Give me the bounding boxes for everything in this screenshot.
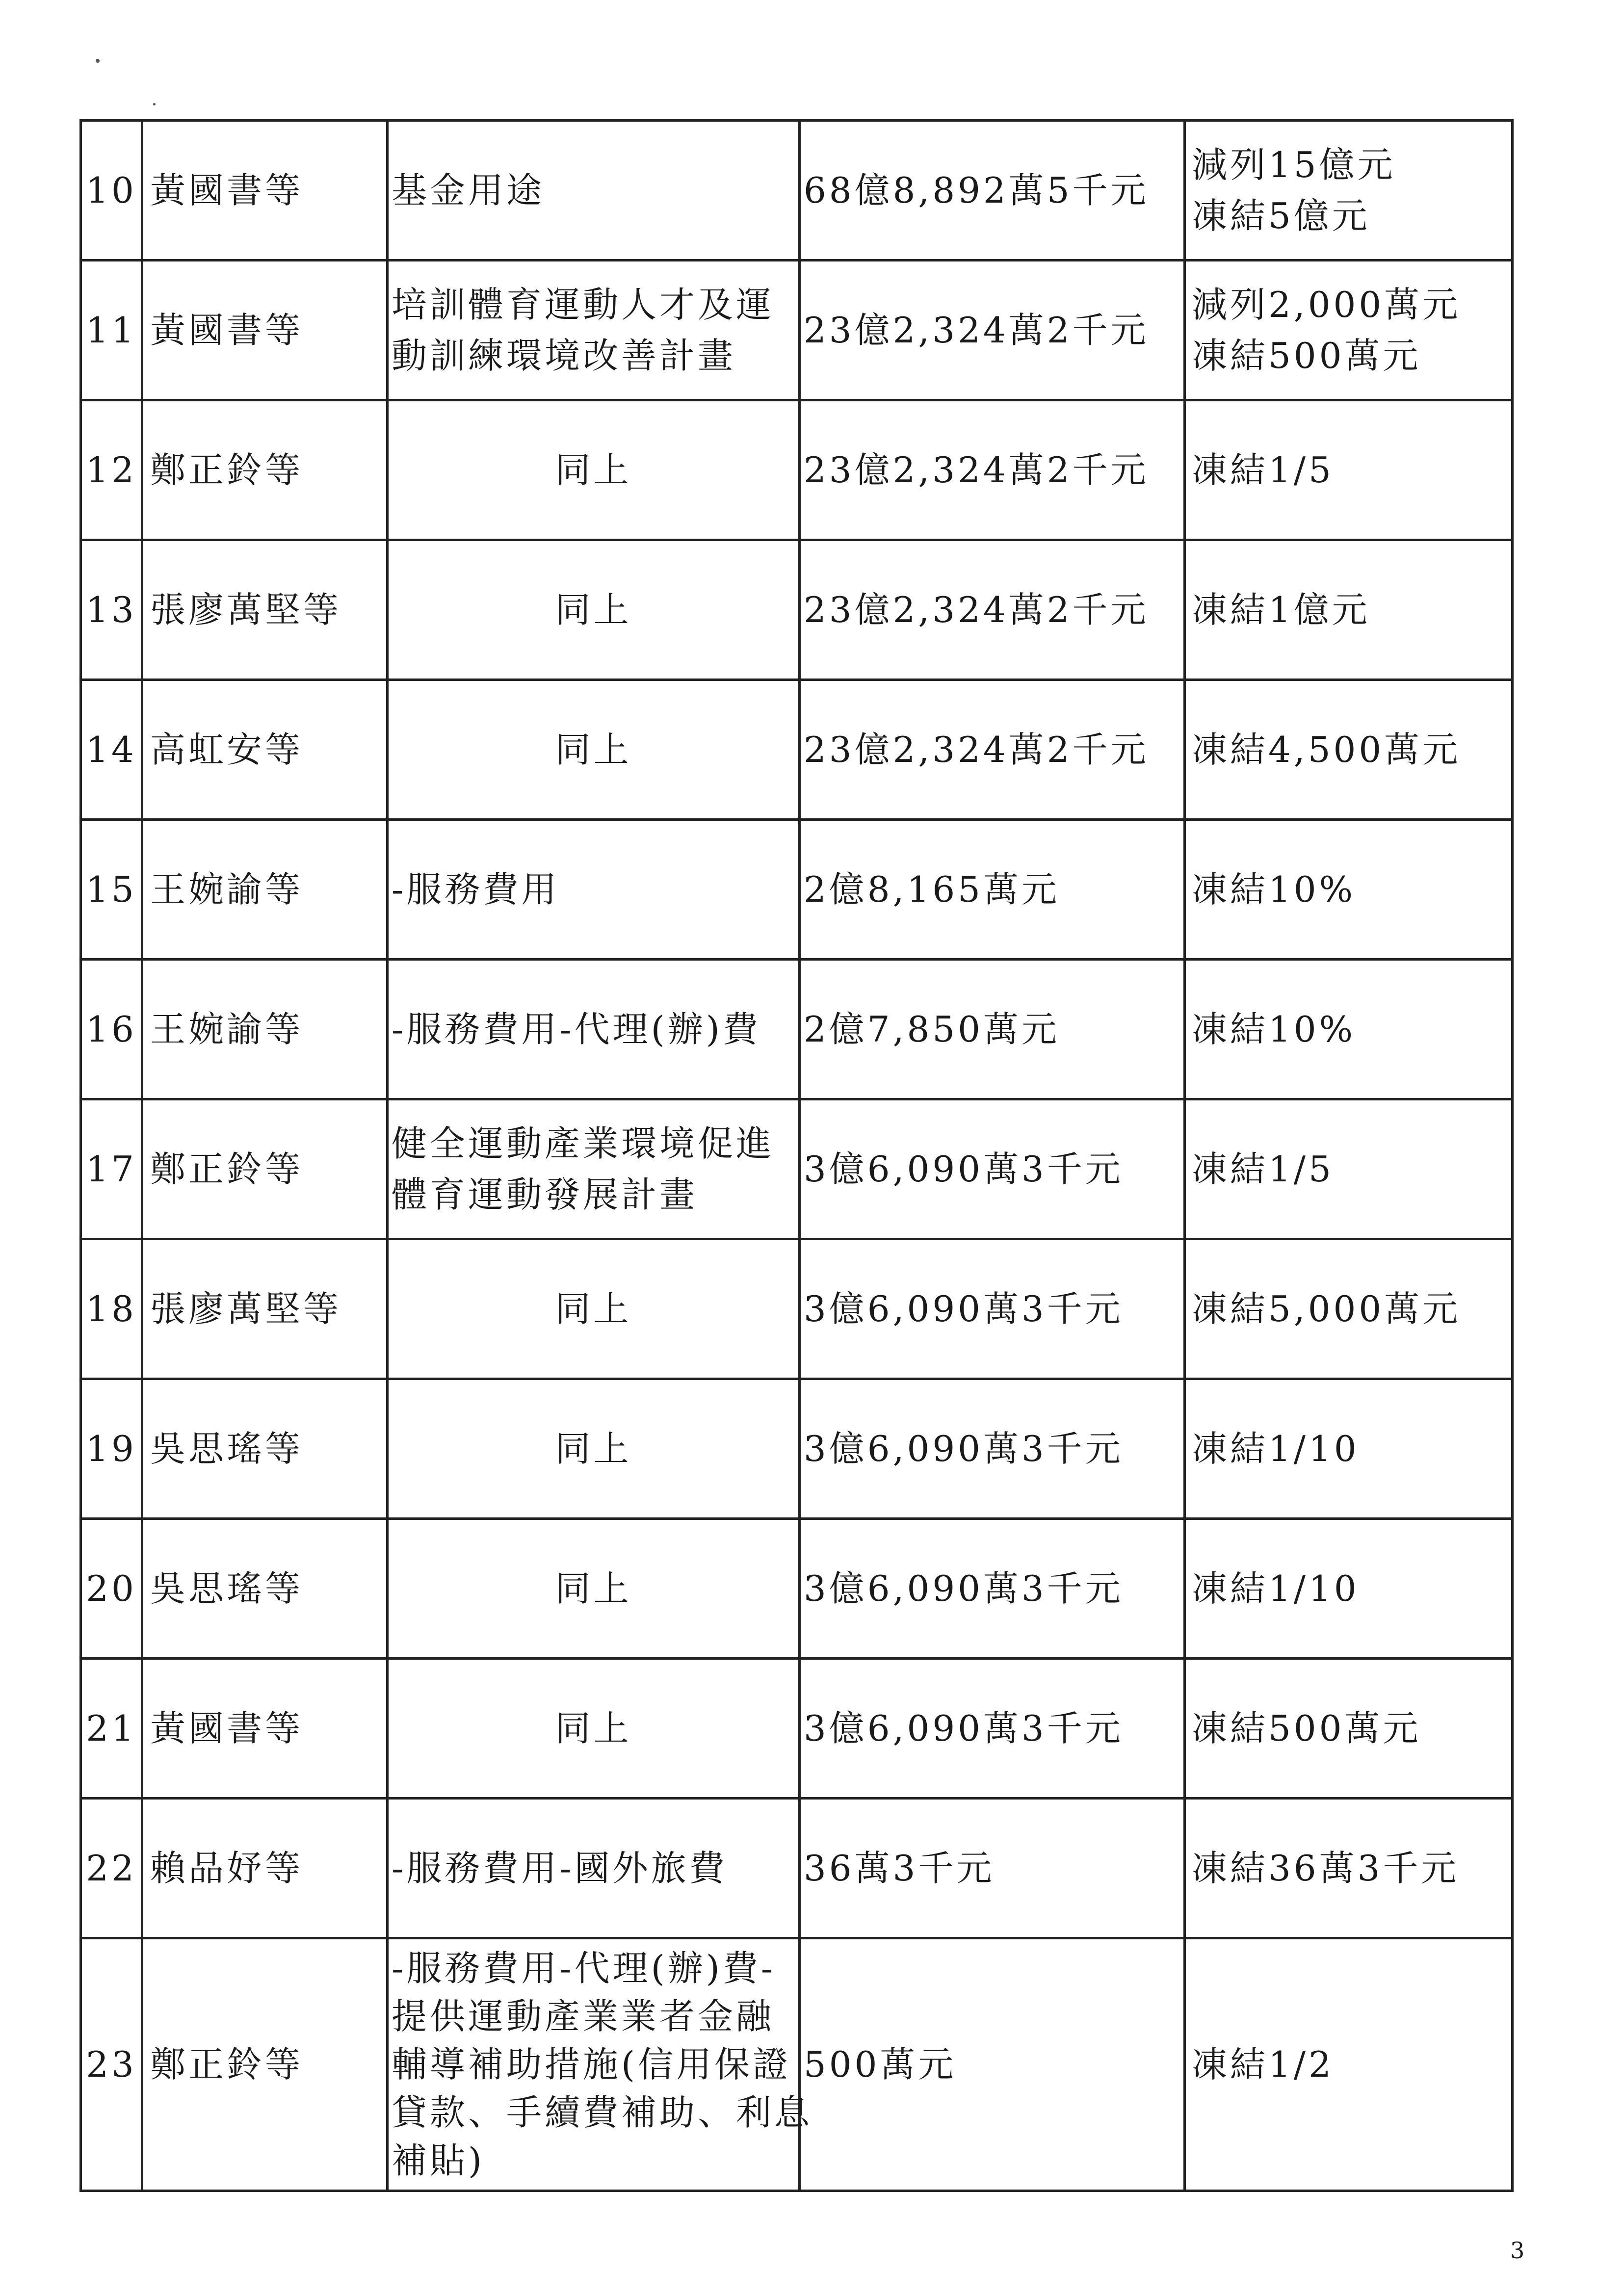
proposer-cell: 黃國書等	[142, 1659, 388, 1799]
table-row	[81, 400, 1513, 540]
budget-item-cell	[388, 820, 800, 960]
amount-cell: 3億6,090萬3千元	[800, 1379, 1185, 1519]
amount-cell: 3億6,090萬3千元	[800, 1659, 1185, 1799]
budget-item-cell	[388, 540, 800, 680]
cell-text-line: 動訓練環境改善計畫	[392, 335, 736, 376]
amount-cell: 2億8,165萬元	[800, 820, 1185, 960]
cell-text-line: 凍結10%	[1192, 869, 1356, 910]
table-row	[81, 540, 1513, 680]
row-number-cell: 13	[81, 540, 142, 680]
proposer-cell: 黃國書等	[142, 261, 388, 400]
action-cell	[1185, 1099, 1513, 1239]
cell-text-line: 凍結5,000萬元	[1192, 1288, 1461, 1330]
row-number-cell: 12	[81, 400, 142, 540]
budget-item-cell	[388, 1799, 800, 1938]
scan-speck	[153, 103, 156, 105]
amount-cell: 2億7,850萬元	[800, 960, 1185, 1099]
cell-text-line: 同上	[555, 1428, 632, 1469]
cell-text-line: 貸款、手續費補助、利息	[392, 2092, 813, 2133]
budget-item-cell	[388, 1659, 800, 1799]
proposer-cell: 鄭正鈴等	[142, 1099, 388, 1239]
cell-text-line: 凍結1/10	[1192, 1568, 1360, 1609]
cell-text-line: 凍結1/2	[1192, 2044, 1334, 2085]
cell-text-line: 補貼)	[392, 2140, 485, 2181]
budget-item-cell	[388, 1519, 800, 1659]
cell-text-line: 凍結4,500萬元	[1192, 729, 1461, 770]
action-cell	[1185, 261, 1513, 400]
cell-text-line: 凍結1/5	[1192, 449, 1334, 491]
action-cell	[1185, 1519, 1513, 1659]
amount-cell: 36萬3千元	[800, 1799, 1185, 1938]
cell-text-line: 減列2,000萬元	[1192, 284, 1461, 325]
page-number: 3	[1510, 2237, 1525, 2264]
cell-text-line: 凍結5億元	[1192, 195, 1370, 236]
cell-text-line: 健全運動產業環境促進	[392, 1123, 775, 1164]
amount-cell: 23億2,324萬2千元	[800, 261, 1185, 400]
cell-text-line: 基金用途	[392, 170, 545, 211]
amount-cell: 3億6,090萬3千元	[800, 1519, 1185, 1659]
budget-item-cell	[388, 400, 800, 540]
amount-cell: 3億6,090萬3千元	[800, 1099, 1185, 1239]
cell-text-line: 體育運動發展計畫	[392, 1174, 698, 1215]
action-cell	[1185, 540, 1513, 680]
cell-text-line: 同上	[555, 729, 632, 770]
amount-cell: 23億2,324萬2千元	[800, 540, 1185, 680]
budget-item-cell	[388, 261, 800, 400]
amount-cell: 500萬元	[800, 1938, 1185, 2191]
table-row	[81, 1799, 1513, 1938]
proposer-cell: 張廖萬堅等	[142, 1239, 388, 1379]
proposer-cell: 吳思瑤等	[142, 1519, 388, 1659]
proposer-cell: 鄭正鈴等	[142, 1938, 388, 2191]
proposer-cell: 黃國書等	[142, 121, 388, 261]
cell-text-line: 同上	[555, 1288, 632, 1330]
budget-item-cell	[388, 1099, 800, 1239]
cell-text-line: -服務費用-代理(辦)費	[392, 1009, 761, 1050]
cell-text-line: 同上	[555, 449, 632, 491]
table-row	[81, 261, 1513, 400]
budget-item-cell	[388, 1239, 800, 1379]
budget-motion-table	[79, 119, 1514, 2192]
row-number-cell: 21	[81, 1659, 142, 1799]
row-number-cell: 16	[81, 960, 142, 1099]
row-number-cell: 10	[81, 121, 142, 261]
action-cell	[1185, 400, 1513, 540]
table-row	[81, 1379, 1513, 1519]
action-cell	[1185, 121, 1513, 261]
budget-item-cell	[388, 1379, 800, 1519]
cell-text-line: 同上	[555, 1568, 632, 1609]
row-number-cell: 11	[81, 261, 142, 400]
cell-text-line: 同上	[555, 589, 632, 630]
table-row	[81, 1519, 1513, 1659]
row-number-cell: 23	[81, 1938, 142, 2191]
cell-text-line: -服務費用-代理(辦)費-	[392, 1948, 776, 1989]
cell-text-line: 輔導補助措施(信用保證	[392, 2044, 791, 2085]
amount-cell: 23億2,324萬2千元	[800, 680, 1185, 820]
table-row	[81, 1659, 1513, 1799]
cell-text-line: 提供運動產業業者金融	[392, 1996, 775, 2037]
action-cell	[1185, 1799, 1513, 1938]
cell-text-line: 凍結1/5	[1192, 1148, 1334, 1190]
proposer-cell: 王婉諭等	[142, 960, 388, 1099]
cell-text-line: 凍結10%	[1192, 1009, 1356, 1050]
budget-item-cell	[388, 1938, 813, 2191]
action-cell	[1185, 1938, 1513, 2191]
cell-text-line: 減列15億元	[1192, 144, 1396, 185]
budget-item-cell	[388, 121, 800, 261]
row-number-cell: 17	[81, 1099, 142, 1239]
cell-text-line: 凍結500萬元	[1192, 1708, 1421, 1749]
table-row	[81, 1239, 1513, 1379]
table-row	[81, 121, 1513, 261]
table-row	[81, 960, 1513, 1099]
proposer-cell: 鄭正鈴等	[142, 400, 388, 540]
cell-text-line: 凍結1/10	[1192, 1428, 1360, 1469]
proposer-cell: 張廖萬堅等	[142, 540, 388, 680]
row-number-cell: 20	[81, 1519, 142, 1659]
budget-item-cell	[388, 680, 800, 820]
row-number-cell: 22	[81, 1799, 142, 1938]
table-row	[81, 680, 1513, 820]
amount-cell: 68億8,892萬5千元	[800, 121, 1185, 261]
table-row	[81, 1099, 1513, 1239]
row-number-cell: 15	[81, 820, 142, 960]
cell-text-line: 凍結1億元	[1192, 589, 1370, 630]
cell-text-line: 凍結500萬元	[1192, 335, 1421, 376]
cell-text-line: -服務費用	[392, 869, 560, 910]
cell-text-line: -服務費用-國外旅費	[392, 1848, 728, 1889]
action-cell	[1185, 1659, 1513, 1799]
amount-cell: 3億6,090萬3千元	[800, 1239, 1185, 1379]
row-number-cell: 14	[81, 680, 142, 820]
proposer-cell: 高虹安等	[142, 680, 388, 820]
action-cell	[1185, 960, 1513, 1099]
action-cell	[1185, 1379, 1513, 1519]
action-cell	[1185, 820, 1513, 960]
scan-speck	[96, 59, 100, 63]
action-cell	[1185, 1239, 1513, 1379]
cell-text-line: 凍結36萬3千元	[1192, 1848, 1460, 1889]
proposer-cell: 王婉諭等	[142, 820, 388, 960]
amount-cell: 23億2,324萬2千元	[800, 400, 1185, 540]
table-row	[81, 1938, 1513, 2191]
action-cell	[1185, 680, 1513, 820]
proposer-cell: 吳思瑤等	[142, 1379, 388, 1519]
row-number-cell: 18	[81, 1239, 142, 1379]
row-number-cell: 19	[81, 1379, 142, 1519]
table-row	[81, 820, 1513, 960]
budget-item-cell	[388, 960, 800, 1099]
cell-text-line: 培訓體育運動人才及運	[392, 284, 775, 325]
proposer-cell: 賴品妤等	[142, 1799, 388, 1938]
table-body	[81, 121, 1513, 2191]
cell-text-line: 同上	[555, 1708, 632, 1749]
